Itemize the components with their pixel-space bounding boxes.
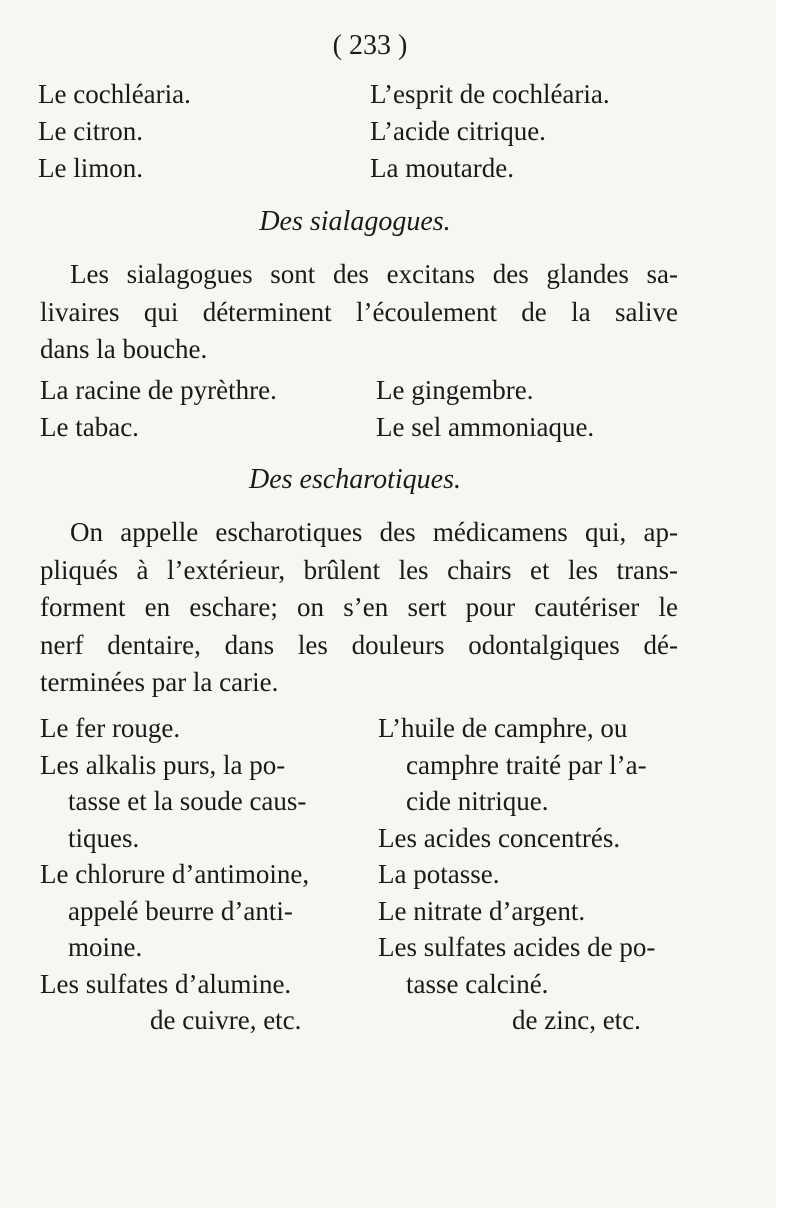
list-item: cide nitrique.: [406, 786, 549, 816]
list-item: Le sel ammoniaque.: [376, 412, 595, 442]
paragraph-line: Les sialagogues sont des excitans des glandes sa-: [70, 259, 678, 289]
escharotiques-list-left: [40, 710, 309, 1039]
paragraph-escharotiques: [40, 514, 678, 702]
list-item: Le cochléaria.: [38, 79, 191, 109]
list-item: Le chlorure d’antimoine,: [40, 859, 310, 889]
page-edge: [776, 0, 788, 1208]
list-item: Les acides concentrés.: [378, 822, 621, 853]
list-item: La potasse.: [378, 859, 500, 889]
sialagogues-list-right: [376, 372, 594, 446]
list-item: Le fer rouge.: [40, 713, 181, 743]
list-item: tasse calciné.: [406, 968, 549, 999]
list-item: moine.: [68, 932, 143, 962]
top-list-left: [38, 76, 191, 187]
list-item: camphre traité par l’a-: [406, 749, 647, 780]
paragraph-line: livaires qui déterminent l’écoulement de la salive: [40, 296, 678, 327]
paragraph-line: dans la bouche.: [40, 334, 208, 364]
paragraph-line: nerf dentaire, dans les douleurs odontalgiques dé-: [40, 629, 678, 660]
list-item: La moutarde.: [370, 153, 514, 183]
top-list-right: [370, 76, 610, 187]
list-item: tasse et la soude caus-: [68, 786, 307, 816]
list-item: de zinc, etc.: [512, 1005, 641, 1035]
paragraph-line: pliqués à l’extérieur, brûlent les chairs et les trans-: [40, 554, 678, 585]
list-item: Le limon.: [38, 153, 143, 183]
list-item: Le tabac.: [40, 412, 139, 442]
list-item: Le citron.: [38, 116, 143, 146]
list-item: La racine de pyrèthre.: [40, 375, 277, 405]
paragraph-line: On appelle escharotiques des médicamens qui, ap-: [70, 517, 678, 547]
sialagogues-list-left: [40, 372, 277, 446]
list-item: Les sulfates acides de po-: [378, 932, 656, 962]
list-item: de cuivre, etc.: [150, 1005, 302, 1035]
list-item: Le gingembre.: [376, 375, 534, 405]
page-number: ( 233 ): [332, 30, 408, 61]
paragraph-sialagogues: [40, 256, 678, 369]
section-heading-sialagogues: Des sialagogues.: [259, 206, 451, 237]
list-item: tiques.: [68, 822, 140, 853]
section-heading-escharotiques: Des escharotiques.: [248, 464, 462, 495]
escharotiques-list-right: [378, 710, 655, 1039]
paragraph-line: terminées par la carie.: [40, 667, 279, 697]
list-item: appelé beurre d’anti-: [68, 895, 293, 926]
list-item: L’huile de camphre, ou: [378, 713, 628, 743]
list-item: Le nitrate d’argent.: [378, 895, 586, 926]
list-item: Les alkalis purs, la po-: [40, 749, 286, 780]
list-item: Les sulfates d’alumine.: [40, 968, 292, 999]
paragraph-line: forment en eschare; on s’en sert pour cautériser le: [40, 592, 678, 622]
list-item: L’esprit de cochléaria.: [370, 79, 610, 109]
list-item: L’acide citrique.: [370, 116, 546, 146]
